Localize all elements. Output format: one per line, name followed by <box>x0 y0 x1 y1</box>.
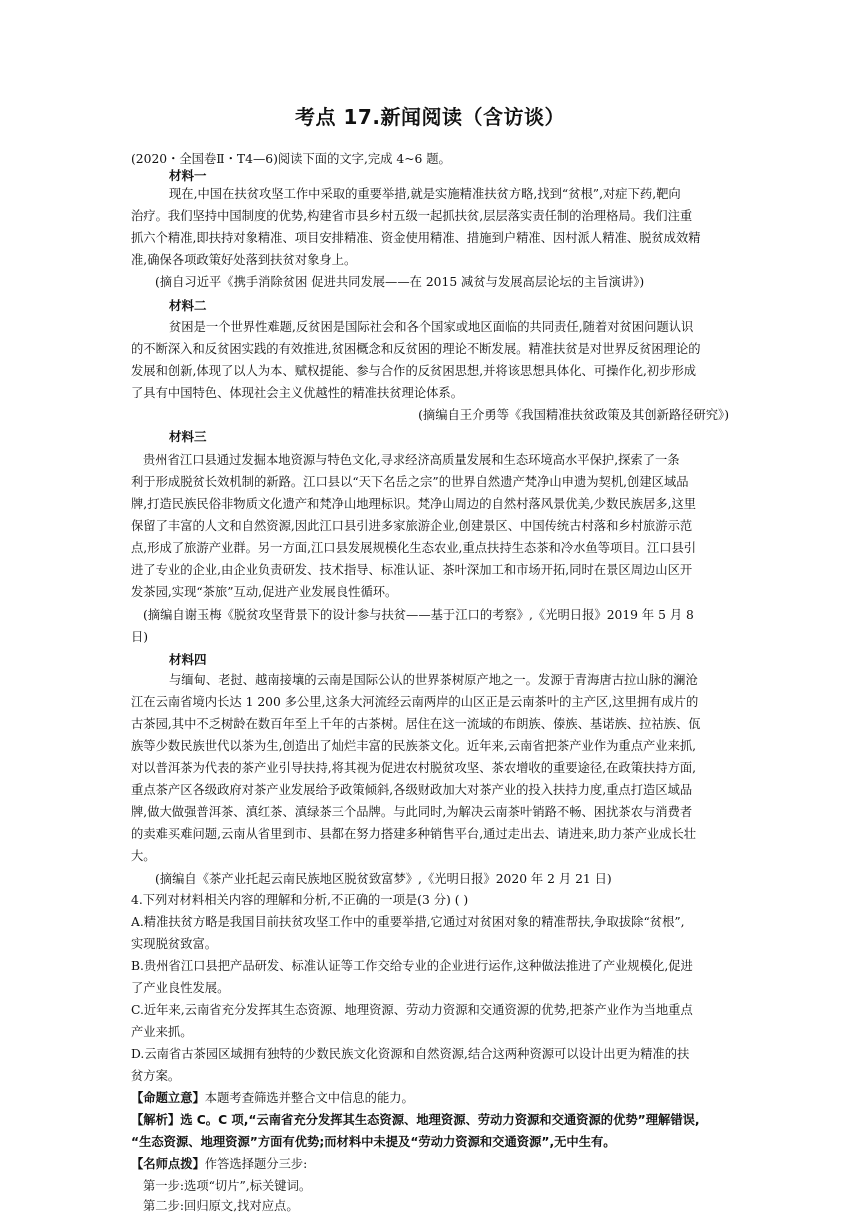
material4-line: 牌,做大做强普洱茶、滇红茶、滇绿茶三个品牌。与此同时,为解决云南茶叶销路不畅、困扰茶农与消费者 <box>131 805 693 819</box>
material1-line: 抓六个精准,即扶持对象精准、项目安排精准、资金使用精准、措施到户精准、因村派人精准、脱贫成效精 <box>131 231 701 245</box>
material4-line: 族等少数民族世代以茶为生,创造出了灿烂丰富的民族茶文化。近年来,云南省把茶产业作为重点产业来抓, <box>131 739 697 753</box>
intent-line <box>131 1088 729 1109</box>
material3-line: 点,形成了旅游产业群。另一方面,江口县发展规模化生态农业,重点扶持生态茶和冷水鱼等项目。江口县引 <box>131 541 697 555</box>
material4-line: 大。 <box>131 849 156 863</box>
option-c: C.近年来,云南省充分发挥其生态资源、地理资源、劳动力资源和交通资源的优势,把茶产业作为当地重点 <box>131 1003 693 1017</box>
material3-line: 贵州省江口县通过发掘本地资源与特色文化,寻求经济高质量发展和生态环境高水平保护,探索了一条 <box>143 453 680 467</box>
material3-source: (摘编自谢玉梅《脱贫攻坚背景下的设计参与扶贫——基于江口的考察》,《光明日报》2019 年 5 月 8 <box>143 608 694 622</box>
material2-source: (摘编自王介勇等《我国精准扶贫政策及其创新路径研究》) <box>418 408 729 422</box>
explain-tag: 【解析】 <box>131 1113 181 1127</box>
intro-line: (2020・全国卷Ⅱ・T4—6)阅读下面的文字,完成 4~6 题。 <box>131 152 451 166</box>
tip-step-2: 第二步:回归原文,找对应点。 <box>143 1199 299 1213</box>
tip-line <box>131 1154 729 1175</box>
material4-source: (摘编自《茶产业托起云南民族地区脱贫致富梦》,《光明日报》2020 年 2 月 21 日) <box>155 872 612 886</box>
material1-line: 治疗。我们坚持中国制度的优势,构建省市县乡村五级一起抓扶贫,层层落实责任制的治理格局。我们注重 <box>131 209 693 223</box>
option-b-cont: 了产业良性发展。 <box>131 981 230 995</box>
intent-tag: 【命题立意】 <box>131 1091 205 1105</box>
material2-line: 发展和创新,体现了以人为本、赋权提能、参与合作的反贫困思想,并将该思想具体化、可操作化,初步形成 <box>131 364 697 378</box>
material1-heading: 材料一 <box>169 168 207 183</box>
material3-line: 发茶园,实现“茶旅”互动,促进产业发展良性循环。 <box>131 585 398 599</box>
material3-line: 保留了丰富的人文和自然资源,因此江口县引进多家旅游企业,创建景区、中国传统古村落和乡村旅游示范 <box>131 519 693 533</box>
material4-line: 与缅甸、老挝、越南接壤的云南是国际公认的世界茶树原产地之一。发源于青海唐古拉山脉的澜沧 <box>169 673 698 687</box>
tip-tag: 【名师点拨】 <box>131 1157 205 1171</box>
page-title: 考点 17.新闻阅读（含访谈） <box>295 105 565 129</box>
material3-line: 牌,打造民族民俗非物质文化遗产和梵净山地理标识。梵净山周边的自然村落风景优美,少数民族居多,这里 <box>131 497 697 511</box>
option-a-cont: 实现脱贫致富。 <box>131 937 218 951</box>
material1-line: 准,确保各项政策好处落到扶贫对象身上。 <box>131 253 357 267</box>
explain-line <box>131 1110 729 1131</box>
material1-line: 现在,中国在扶贫攻坚工作中采取的重要举措,就是实施精准扶贫方略,找到“贫根”,对症下药,靶向 <box>169 187 681 201</box>
explain-text: 选 C。C 项,“云南省充分发挥其生态资源、地理资源、劳动力资源和交通资源的优势”理解错误, <box>180 1113 700 1127</box>
option-a: A.精准扶贫方略是我国目前扶贫攻坚工作中的重要举措,它通过对贫困对象的精准帮扶,争取拔除“贫根”, <box>131 915 685 929</box>
material4-line: 重点茶产区各级政府对茶产业发展给予政策倾斜,各级财政加大对茶产业的投入扶持力度,重点打造区域品 <box>131 783 693 797</box>
material2-line: 了具有中国特色、体现社会主义优越性的精准扶贫理论体系。 <box>131 386 464 400</box>
material3-line: 进了专业的企业,由企业负责研发、技术指导、标准认证、茶叶深加工和市场开拓,同时在景区周边山区开 <box>131 563 693 577</box>
option-d: D.云南省古茶园区域拥有独特的少数民族文化资源和自然资源,结合这两种资源可以设计出更为精准的扶 <box>131 1047 690 1061</box>
option-b: B.贵州省江口县把产品研发、标准认证等工作交给专业的企业进行运作,这种做法推进了产业规模化,促进 <box>131 959 693 973</box>
material3-heading: 材料三 <box>169 429 207 444</box>
material2-line: 贫困是一个世界性难题,反贫困是国际社会和各个国家或地区面临的共同责任,随着对贫困问题认识 <box>169 320 694 334</box>
material2-heading: 材料二 <box>169 298 207 313</box>
material3-source: 日) <box>131 630 149 644</box>
explain-text-cont: “生态资源、地理资源”方面有优势;而材料中未提及“劳动力资源和交通资源”,无中生有。 <box>131 1135 616 1149</box>
intent-text: 本题考查筛选并整合文中信息的能力。 <box>204 1091 414 1105</box>
material2-line: 的不断深入和反贫困实践的有效推进,贫困概念和反贫困的理论不断发展。精准扶贫是对世界反贫困理论的 <box>131 342 701 356</box>
material4-heading: 材料四 <box>169 652 207 667</box>
option-d-cont: 贫方案。 <box>131 1069 181 1083</box>
material1-source: (摘自习近平《携手消除贫困 促进共同发展——在 2015 减贫与发展高层论坛的主旨演讲》) <box>155 275 645 289</box>
option-c-cont: 产业来抓。 <box>131 1025 193 1039</box>
material4-line: 江在云南省境内长达 1 200 多公里,这条大河流经云南两岸的山区正是云南茶叶的主产区,这里拥有成片的 <box>131 695 699 709</box>
material4-line: 古茶园,其中不乏树龄在数百年至上千年的古茶树。居住在这一流域的布朗族、傣族、基诺族、拉祜族、佤 <box>131 717 701 731</box>
tip-text: 作答选择题分三步: <box>204 1157 308 1171</box>
tip-step-1: 第一步:选项“切片”,标关键词。 <box>143 1179 312 1193</box>
question-stem: 4.下列对材料相关内容的理解和分析,不正确的一项是(3 分) ( ) <box>131 893 469 907</box>
material3-line: 利于形成脱贫长效机制的新路。江口县以“天下名岳之宗”的世界自然遗产梵净山申遗为契机,创建区域品 <box>131 475 689 489</box>
material4-line: 的卖难买难问题,云南从省里到市、县都在努力搭建多种销售平台,通过走出去、请进来,助力茶产业成长壮 <box>131 827 697 841</box>
material4-line: 对以普洱茶为代表的茶产业引导扶持,将其视为促进农村脱贫攻坚、茶农增收的重要途径,在政策扶持方面, <box>131 761 697 775</box>
